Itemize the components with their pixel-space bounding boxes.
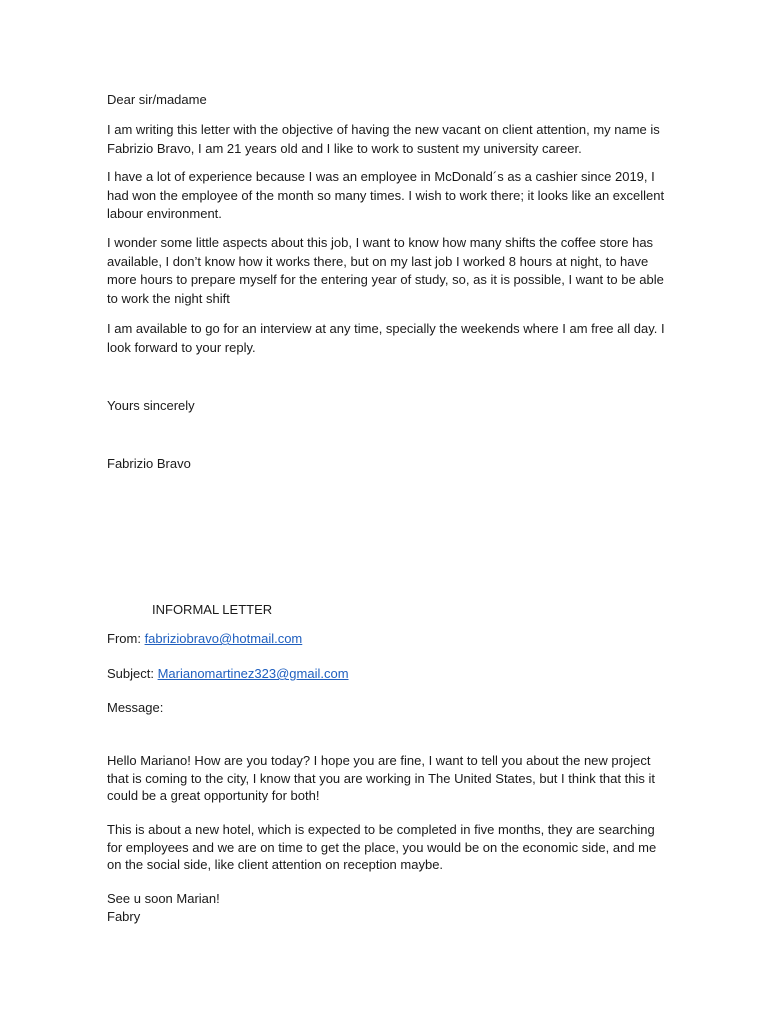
subject-label: Subject: [107,666,158,681]
from-label: From: [107,631,145,646]
from-email-link[interactable]: fabriziobravo@hotmail.com [144,631,303,646]
subject-line [107,665,349,683]
informal-paragraph-1: Hello Mariano! How are you today? I hope you are fine, I want to tell you about the new project that is coming to the city, I know that you are working in The United States, but I think that this it could be a great opportunity for both! [107,753,655,803]
informal-heading: INFORMAL LETTER [152,602,273,617]
informal-paragraph-2: This is about a new hotel, which is expected to be completed in five months, they are searching for employees and we are on time to get the place, you would be on the economic side, and me on the social side, like client attention on reception maybe. [107,822,657,872]
formal-paragraph-1: I am writing this letter with the objective of having the new vacant on client attention, my name is Fabrizio Bravo, I am 21 years old and I like to work to sustent my university career. [107,122,660,156]
informal-sign-off: See u soon Marian! [107,891,220,906]
formal-paragraph-4: I am available to go for an interview at any time, specially the weekends where I am free all day. I look forward to your reply. [107,321,665,355]
formal-signature: Fabrizio Bravo [107,456,191,471]
message-label: Message: [107,700,164,715]
from-line [107,630,302,648]
formal-closing: Yours sincerely [107,398,195,413]
subject-email-link[interactable]: Marianomartinez323@gmail.com [157,666,349,681]
formal-paragraph-3: I wonder some little aspects about this job, I want to know how many shifts the coffee store has available, I don’t know how it works there, but on my last job I worked 8 hours at night, to have more hours to prepare myself for the entering year of study, so, as it is possible, I want to be able to work the night shift [107,235,664,306]
formal-salutation: Dear sir/madame [107,92,207,107]
formal-paragraph-2: I have a lot of experience because I was an employee in McDonald´s as a cashier since 2019, I had won the employee of the month so many times. I wish to work there; it looks like an excellent labour environment. [107,169,665,221]
informal-signature: Fabry [107,909,141,924]
